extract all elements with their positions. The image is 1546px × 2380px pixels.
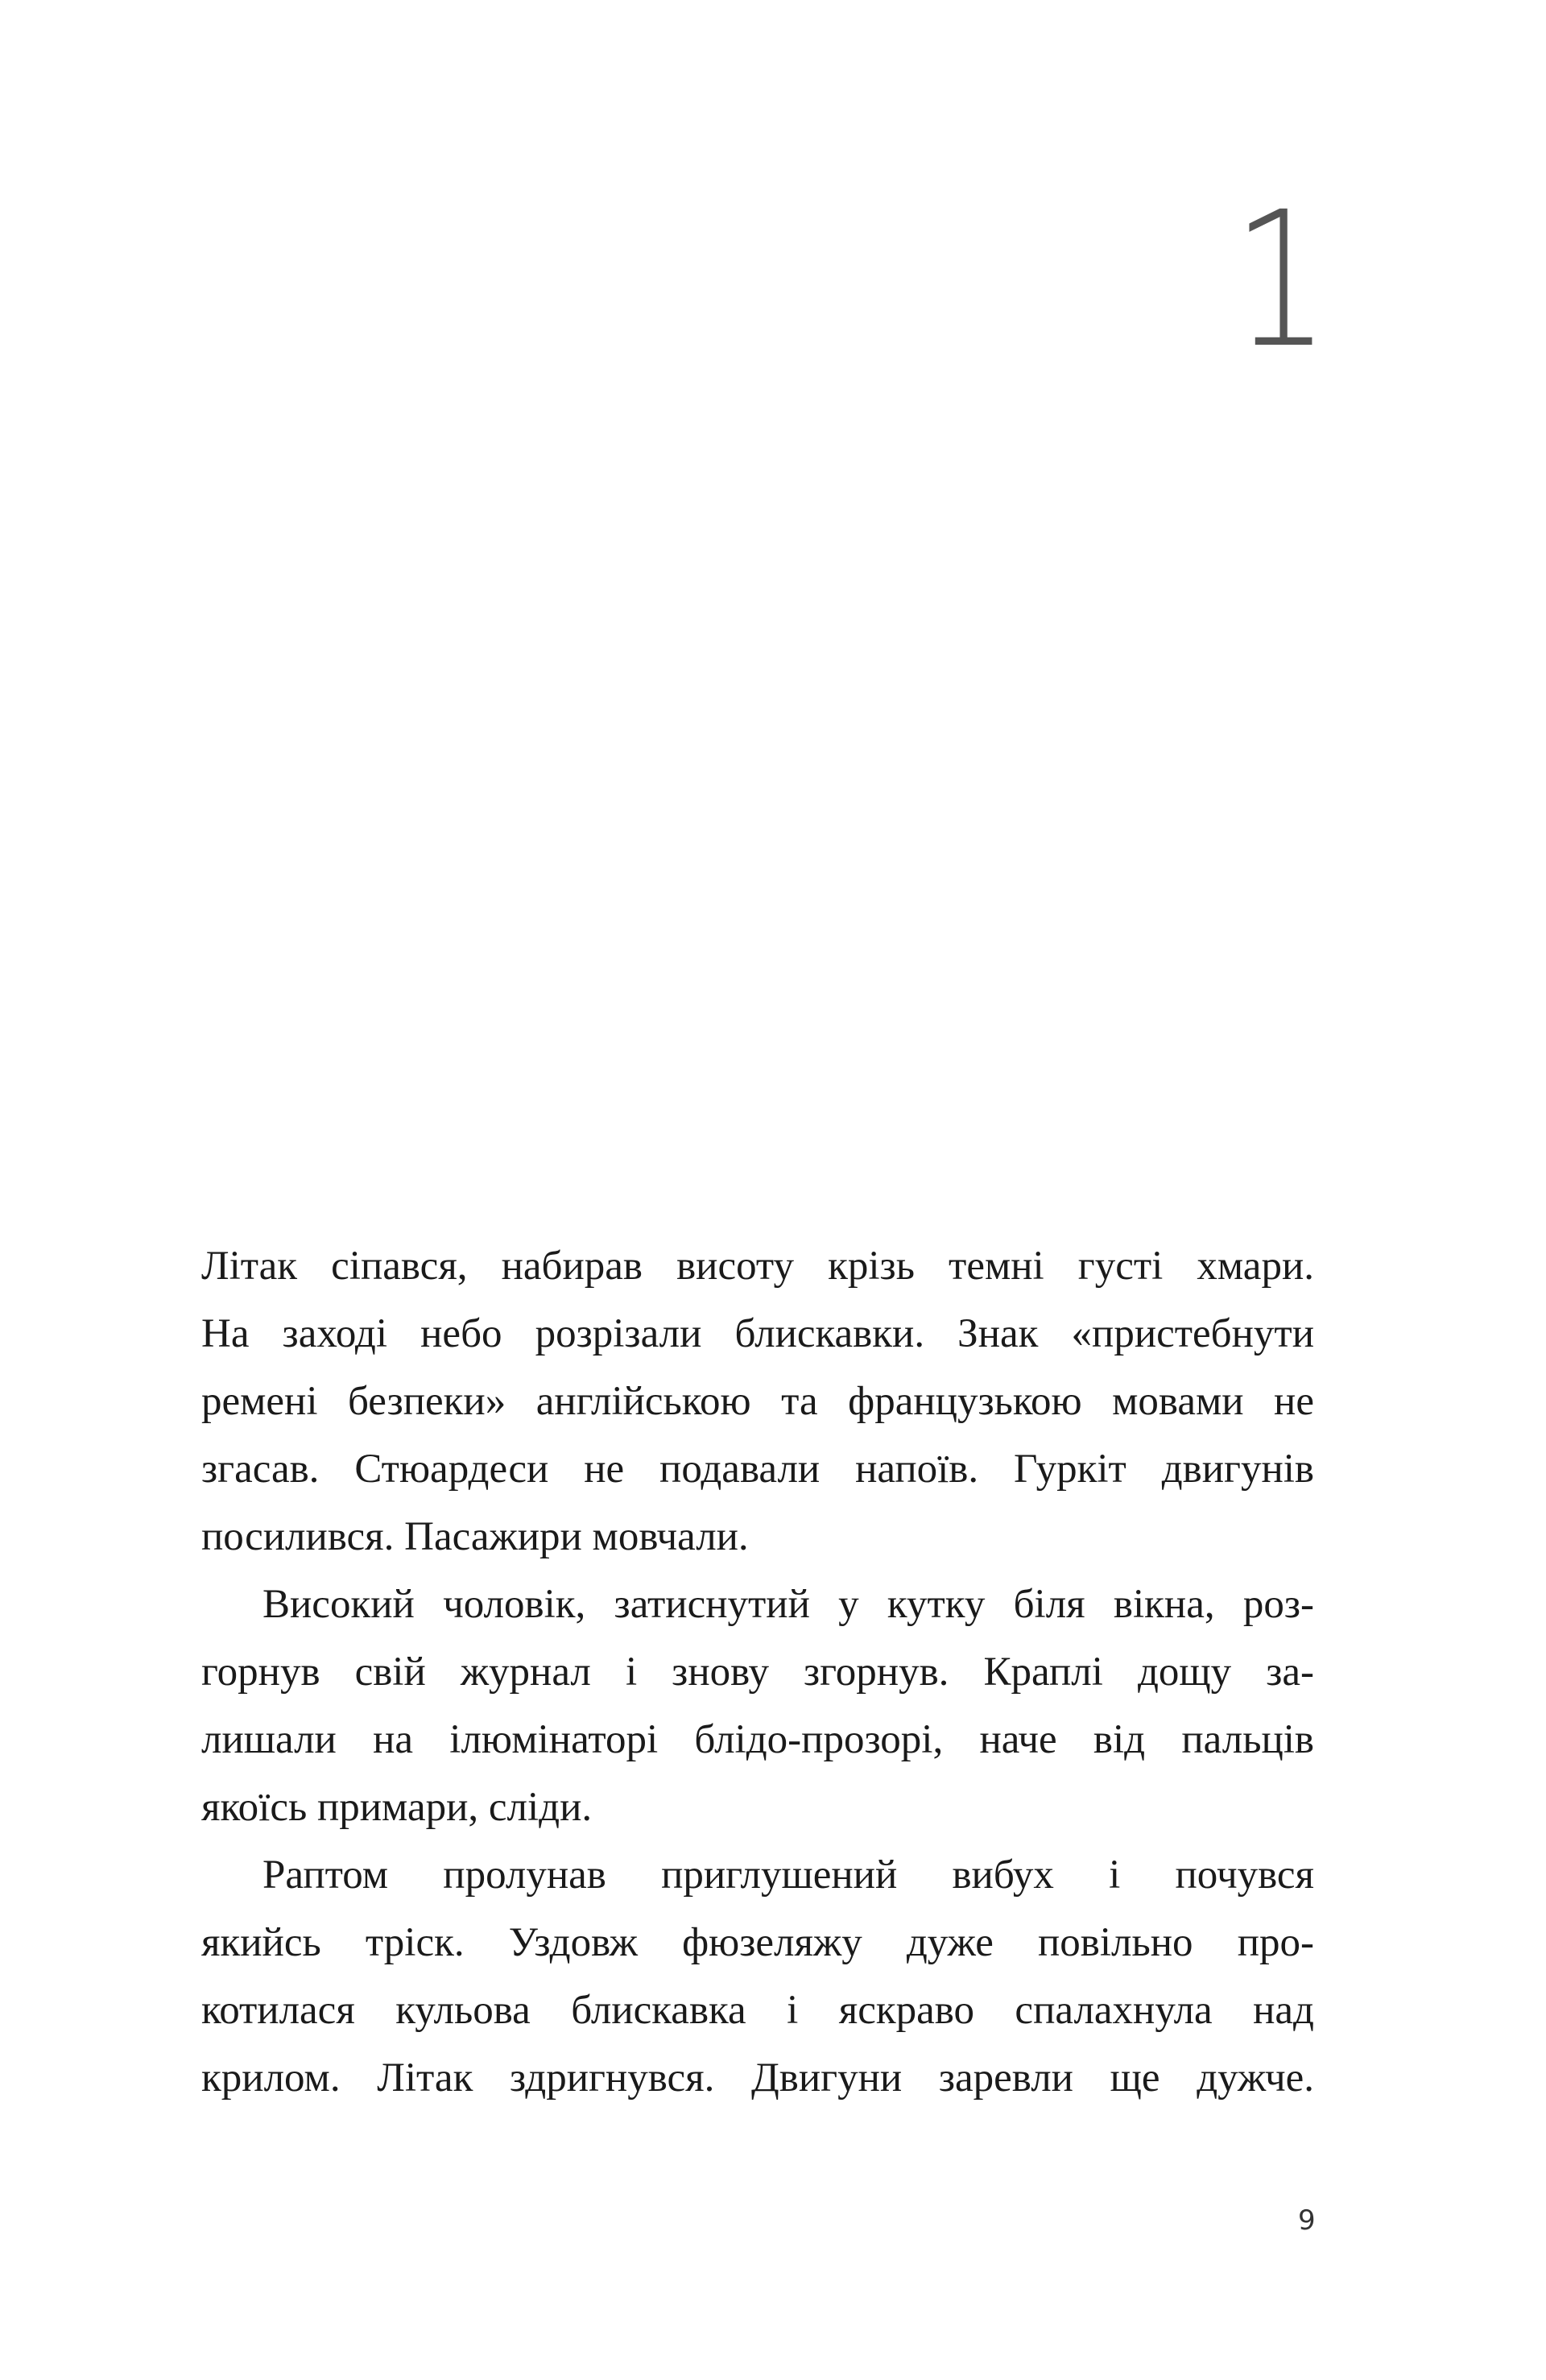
text-line: Літак сіпався, набирав висоту крізь темні густі хмари. — [201, 1244, 1314, 1289]
paragraph-3 — [201, 1841, 1314, 2112]
text-line: ремені безпеки» англійською та французькою мовами не — [201, 1379, 1314, 1424]
text-line: крилом. Літак здригнувся. Двигуни заревли ще дужче. — [201, 2055, 1314, 2101]
text-line: горнув свій журнал і знову згорнув. Краплі дощу за- — [201, 1649, 1314, 1695]
text-line: якийсь тріск. Уздовж фюзеляжу дуже повільно про- — [201, 1920, 1314, 1965]
page-number: 9 — [1298, 2204, 1316, 2237]
text-line: посилився. Пасажири мовчали. — [201, 1514, 749, 1559]
text-line: Раптом пролунав приглушений вибух і почувся — [262, 1852, 1314, 1898]
text-line: якоїсь примари, сліди. — [201, 1785, 593, 1830]
text-line: На заході небо розрізали блискавки. Знак «пристебнути — [201, 1311, 1314, 1356]
paragraph-2 — [201, 1571, 1314, 1841]
chapter-body — [201, 1232, 1314, 2112]
text-line: згасав. Стюардеси не подавали напоїв. Гуркіт двигунів — [201, 1447, 1314, 1492]
paragraph-1 — [201, 1232, 1314, 1571]
chapter-number: 1 — [1232, 172, 1330, 389]
text-line: лишали на ілюмінаторі блідо-прозорі, наче від пальців — [201, 1717, 1314, 1762]
text-line: котилася кульова блискавка і яскраво спалахнула над — [201, 1988, 1314, 2033]
text-line: Високий чоловік, затиснутий у кутку біля вікна, роз- — [262, 1582, 1314, 1627]
